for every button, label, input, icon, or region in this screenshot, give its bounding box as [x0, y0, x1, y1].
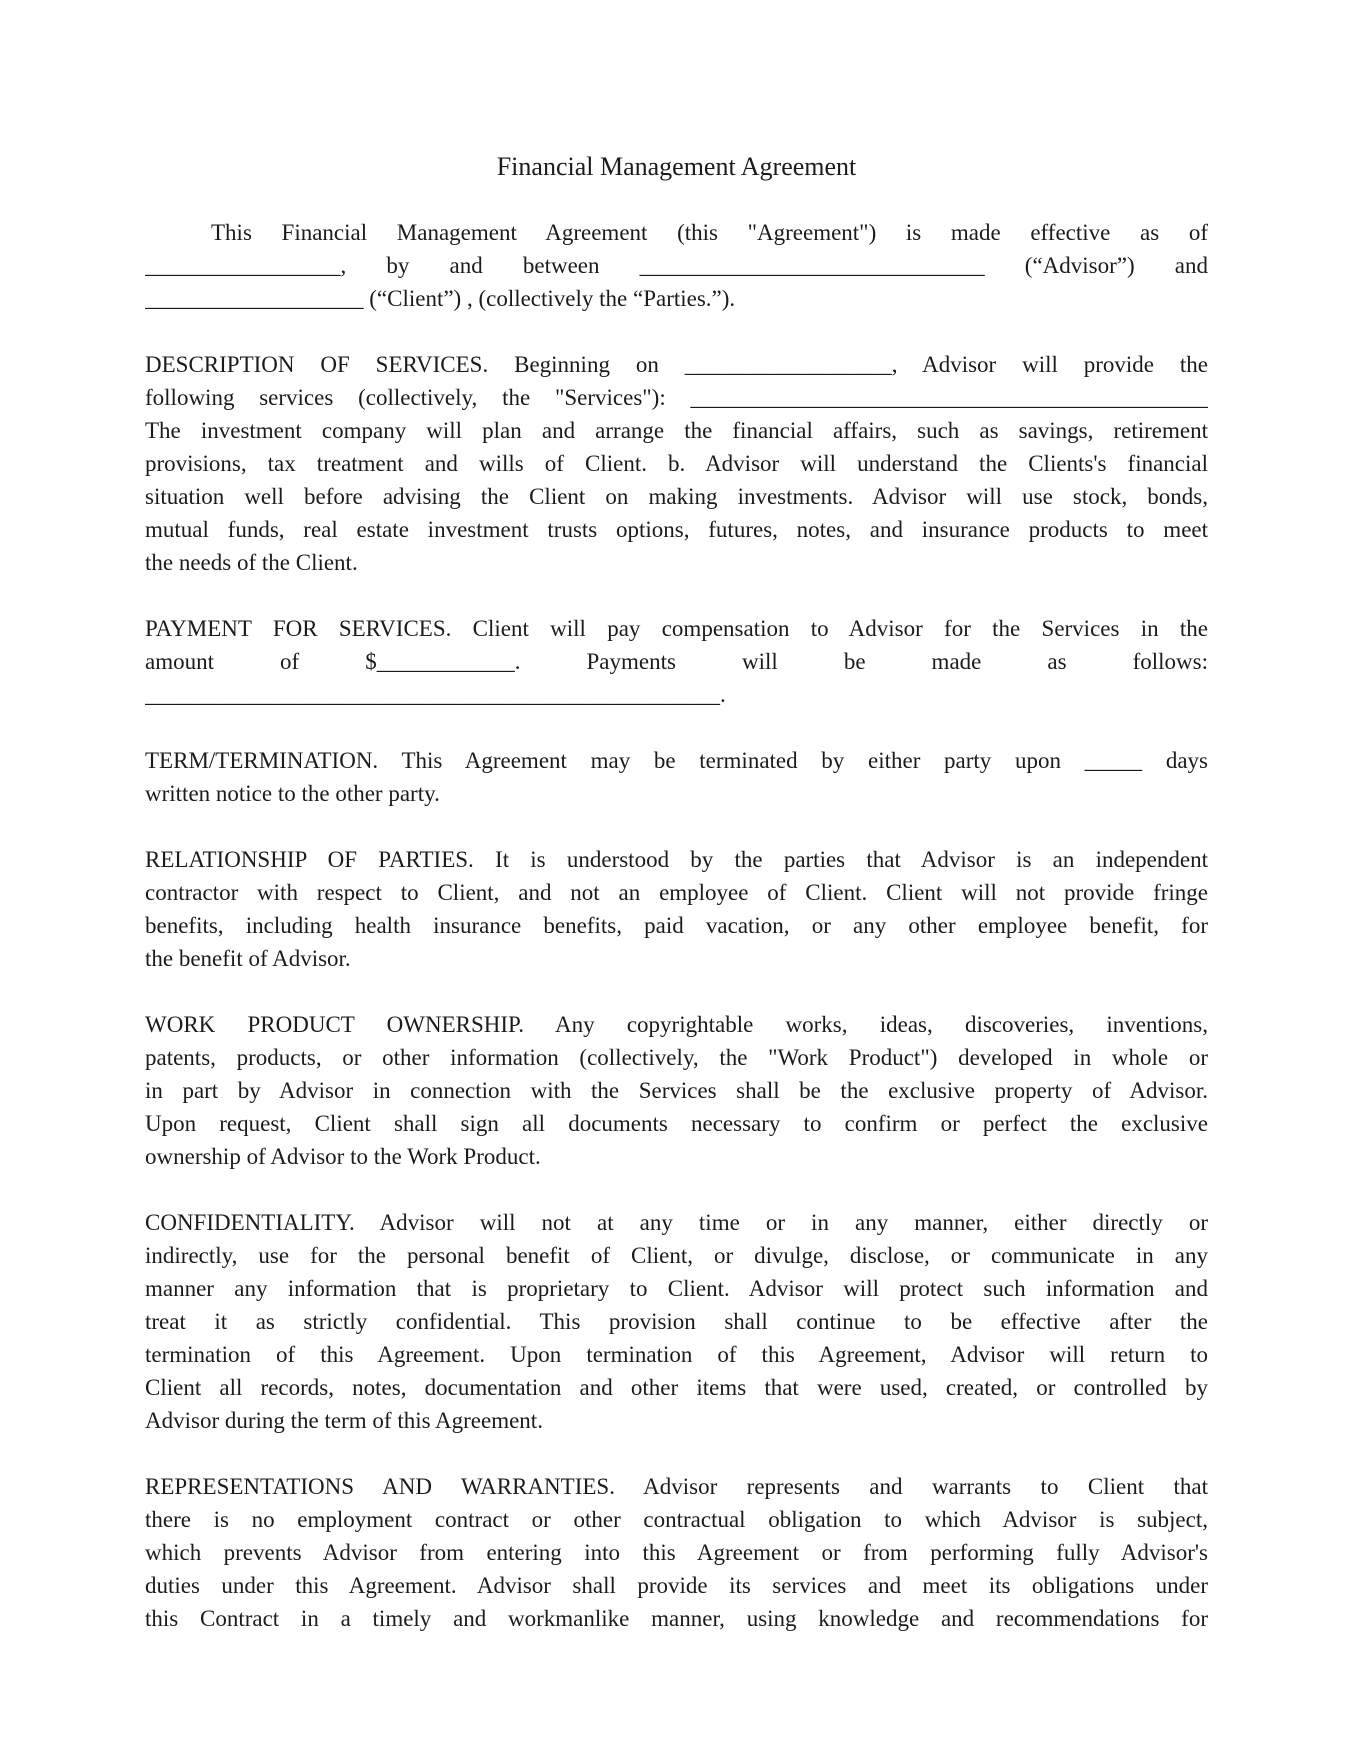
term-line-2: written notice to the other party.: [145, 781, 440, 806]
relationship-line-2: contractor with respect to Client, and not an employee of Client. Client will not provide fringe: [145, 880, 1208, 905]
representations-line-4: duties under this Agreement. Advisor shall provide its services and meet its obligations under: [145, 1573, 1208, 1598]
payment-line-1: PAYMENT FOR SERVICES. Client will pay compensation to Advisor for the Services in the: [145, 616, 1208, 641]
confidentiality-line-3: manner any information that is proprietary to Client. Advisor will protect such information and: [145, 1276, 1208, 1301]
term-line-1: TERM/TERMINATION. This Agreement may be terminated by either party upon _____ days: [145, 748, 1208, 773]
paragraph-description-of-services: [145, 348, 1208, 579]
confidentiality-line-4: treat it as strictly confidential. This provision shall continue to be effective after the: [145, 1309, 1208, 1334]
intro-line-2: _________________, by and between ______________________________ (“Advisor”) and: [145, 253, 1208, 278]
relationship-line-3: benefits, including health insurance benefits, paid vacation, or any other employee benefit, for: [145, 913, 1208, 938]
work-product-line-4: Upon request, Client shall sign all documents necessary to confirm or perfect the exclusive: [145, 1111, 1208, 1136]
work-product-line-3: in part by Advisor in connection with the Services shall be the exclusive property of Advisor.: [145, 1078, 1208, 1103]
services-line-7: the needs of the Client.: [145, 550, 358, 575]
work-product-line-1: WORK PRODUCT OWNERSHIP. Any copyrightable works, ideas, discoveries, inventions,: [145, 1012, 1208, 1037]
confidentiality-line-6: Client all records, notes, documentation and other items that were used, created, or controlled by: [145, 1375, 1208, 1400]
paragraph-work-product-ownership: [145, 1008, 1208, 1173]
confidentiality-line-7: Advisor during the term of this Agreement.: [145, 1408, 543, 1433]
paragraph-confidentiality: [145, 1206, 1208, 1437]
intro-line-1: This Financial Management Agreement (this "Agreement") is made effective as of: [211, 220, 1208, 245]
services-line-3: The investment company will plan and arrange the financial affairs, such as savings, retirement: [145, 418, 1208, 443]
payment-line-2: amount of $____________. Payments will be made as follows:: [145, 649, 1208, 674]
payment-line-3: __________________________________________________.: [145, 682, 726, 707]
relationship-line-1: RELATIONSHIP OF PARTIES. It is understood by the parties that Advisor is an independent: [145, 847, 1208, 872]
representations-line-3: which prevents Advisor from entering into this Agreement or from performing fully Advisor's: [145, 1540, 1208, 1565]
document-title: Financial Management Agreement: [496, 152, 857, 181]
services-line-4: provisions, tax treatment and wills of Client. b. Advisor will understand the Clients's financial: [145, 451, 1208, 476]
services-line-2: following services (collectively, the "Services"): _____________________________________________: [145, 385, 1208, 410]
paragraph-term-termination: [145, 744, 1208, 810]
work-product-line-2: patents, products, or other information (collectively, the "Work Product") developed in whole or: [145, 1045, 1208, 1070]
services-line-6: mutual funds, real estate investment trusts options, futures, notes, and insurance products to meet: [145, 517, 1208, 542]
intro-line-3: ___________________ (“Client”) , (collectively the “Parties.”).: [145, 286, 736, 311]
confidentiality-line-1: CONFIDENTIALITY. Advisor will not at any time or in any manner, either directly or: [145, 1210, 1208, 1235]
paragraph-payment-for-services: [145, 612, 1208, 711]
work-product-line-5: ownership of Advisor to the Work Product.: [145, 1144, 541, 1169]
paragraph-representations-warranties: [145, 1470, 1208, 1635]
representations-line-2: there is no employment contract or other contractual obligation to which Advisor is subject,: [145, 1507, 1208, 1532]
services-line-1: DESCRIPTION OF SERVICES. Beginning on __________________, Advisor will provide the: [145, 352, 1208, 377]
confidentiality-line-2: indirectly, use for the personal benefit of Client, or divulge, disclose, or communicate in any: [145, 1243, 1208, 1268]
paragraph-relationship-of-parties: [145, 843, 1208, 975]
paragraph-intro: [145, 216, 1208, 315]
representations-line-1: REPRESENTATIONS AND WARRANTIES. Advisor represents and warrants to Client that: [145, 1474, 1208, 1499]
services-line-5: situation well before advising the Client on making investments. Advisor will use stock, bonds,: [145, 484, 1208, 509]
confidentiality-line-5: termination of this Agreement. Upon termination of this Agreement, Advisor will return to: [145, 1342, 1208, 1367]
representations-line-5: this Contract in a timely and workmanlike manner, using knowledge and recommendations for: [145, 1606, 1208, 1631]
relationship-line-4: the benefit of Advisor.: [145, 946, 351, 971]
